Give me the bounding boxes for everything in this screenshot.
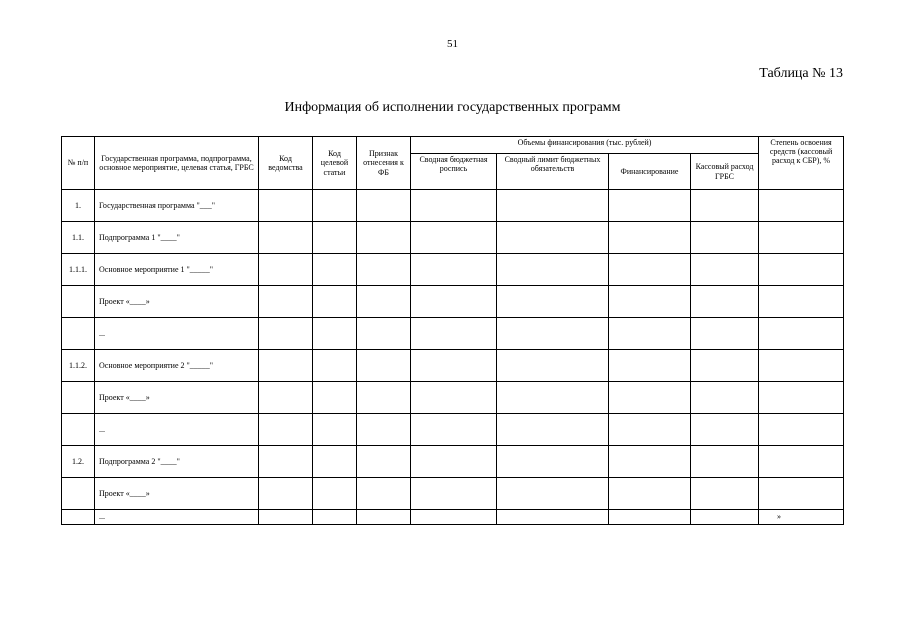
empty-cell: [497, 286, 609, 318]
empty-cell: [691, 222, 759, 254]
header-cash-expense: Кассовый расход ГРБС: [691, 154, 759, 190]
row-number: [62, 382, 95, 414]
empty-cell: [497, 254, 609, 286]
empty-cell: [313, 414, 357, 446]
empty-cell: [609, 254, 691, 286]
empty-cell: [357, 190, 411, 222]
empty-cell: [259, 446, 313, 478]
header-fb-flag: Признак отнесения к ФБ: [357, 137, 411, 190]
row-name: ...: [95, 414, 259, 446]
empty-cell: [411, 414, 497, 446]
table-row: [62, 350, 844, 382]
empty-cell: [411, 478, 497, 510]
table-row: [62, 414, 844, 446]
empty-cell: [357, 382, 411, 414]
empty-cell: [259, 350, 313, 382]
empty-cell: [609, 350, 691, 382]
table-row: [62, 478, 844, 510]
empty-cell: [313, 222, 357, 254]
empty-cell: [411, 510, 497, 525]
empty-cell: [259, 286, 313, 318]
empty-cell: [259, 382, 313, 414]
empty-cell: [691, 254, 759, 286]
document-title: Информация об исполнении государственных программ: [284, 100, 621, 115]
empty-cell: [259, 254, 313, 286]
empty-cell: [609, 318, 691, 350]
empty-cell: [609, 446, 691, 478]
empty-cell: [411, 254, 497, 286]
empty-cell: [497, 190, 609, 222]
table-caption: Таблица № 13: [759, 66, 843, 81]
empty-cell: [313, 318, 357, 350]
row-number: 1.1.: [62, 222, 95, 254]
table-row: [62, 382, 844, 414]
row-name: ...: [95, 318, 259, 350]
header-dept-code: Код ведомства: [259, 137, 313, 190]
empty-cell: [759, 222, 844, 254]
empty-cell: [411, 350, 497, 382]
empty-cell: [609, 382, 691, 414]
empty-cell: [313, 382, 357, 414]
empty-cell: [357, 222, 411, 254]
empty-cell: [259, 190, 313, 222]
empty-cell: [497, 350, 609, 382]
empty-cell: [497, 222, 609, 254]
empty-cell: [497, 414, 609, 446]
empty-cell: [691, 414, 759, 446]
empty-cell: [411, 286, 497, 318]
empty-cell: [609, 510, 691, 525]
table-row: [62, 446, 844, 478]
empty-cell: [411, 382, 497, 414]
empty-cell: [497, 446, 609, 478]
empty-cell: [411, 222, 497, 254]
empty-cell: [313, 478, 357, 510]
empty-cell: [313, 510, 357, 525]
header-budget-schedule: Сводная бюджетная роспись: [411, 154, 497, 190]
page-number: 51: [447, 38, 458, 50]
empty-cell: [609, 414, 691, 446]
row-number: [62, 414, 95, 446]
empty-cell: [691, 382, 759, 414]
header-row: [62, 137, 844, 154]
row-name: Основное мероприятие 2 "_____": [95, 350, 259, 382]
empty-cell: [691, 190, 759, 222]
empty-cell: [691, 350, 759, 382]
table-row: [62, 286, 844, 318]
empty-cell: [759, 446, 844, 478]
row-name: Подпрограмма 1 "____": [95, 222, 259, 254]
header-funding-group: Объемы финансирования (тыс. рублей): [411, 137, 759, 154]
empty-cell: [259, 414, 313, 446]
empty-cell: [609, 286, 691, 318]
empty-cell: [759, 190, 844, 222]
empty-cell: [609, 190, 691, 222]
empty-cell: [357, 254, 411, 286]
empty-cell: [691, 446, 759, 478]
row-number: 1.: [62, 190, 95, 222]
row-name: Основное мероприятие 1 "_____": [95, 254, 259, 286]
row-number: [62, 286, 95, 318]
empty-cell: [497, 510, 609, 525]
row-name: Проект «____»: [95, 478, 259, 510]
row-number: 1.2.: [62, 446, 95, 478]
empty-cell: [357, 350, 411, 382]
empty-cell: [759, 414, 844, 446]
empty-cell: [411, 190, 497, 222]
empty-cell: [259, 510, 313, 525]
empty-cell: [691, 318, 759, 350]
table-body: [62, 190, 844, 525]
empty-cell: [609, 478, 691, 510]
empty-cell: [691, 510, 759, 525]
table-row-last: [62, 510, 844, 525]
empty-cell: [691, 478, 759, 510]
row-number: [62, 478, 95, 510]
table-row: [62, 190, 844, 222]
empty-cell: [759, 286, 844, 318]
row-name: ...: [95, 510, 259, 525]
empty-cell: [62, 510, 95, 525]
empty-cell: [259, 222, 313, 254]
empty-cell: [497, 318, 609, 350]
empty-cell: [357, 510, 411, 525]
empty-cell: [609, 222, 691, 254]
header-num: № п/п: [62, 137, 95, 190]
header-target-code: Код целевой статьи: [313, 137, 357, 190]
empty-cell: [357, 318, 411, 350]
empty-cell: [313, 286, 357, 318]
row-name: Проект «____»: [95, 286, 259, 318]
table-row: [62, 222, 844, 254]
empty-cell: [411, 318, 497, 350]
header-mastery-degree: Степень освоения средств (кассовый расход к СБР), %: [759, 137, 844, 190]
empty-cell: [357, 446, 411, 478]
table-row: [62, 254, 844, 286]
empty-cell: [691, 286, 759, 318]
empty-cell: [357, 478, 411, 510]
row-name: Проект «____»: [95, 382, 259, 414]
empty-cell: [259, 478, 313, 510]
row-name: Подпрограмма 2 "____": [95, 446, 259, 478]
row-number: 1.1.2.: [62, 350, 95, 382]
closing-quote-mark: »: [759, 510, 844, 525]
empty-cell: [759, 382, 844, 414]
empty-cell: [357, 286, 411, 318]
empty-cell: [759, 478, 844, 510]
empty-cell: [759, 318, 844, 350]
empty-cell: [497, 382, 609, 414]
empty-cell: [313, 350, 357, 382]
header-budget-limit: Сводный лимит бюджетных обязательств: [497, 154, 609, 190]
table-row: [62, 318, 844, 350]
empty-cell: [357, 414, 411, 446]
header-financing: Финансирование: [609, 154, 691, 190]
empty-cell: [411, 446, 497, 478]
empty-cell: [313, 446, 357, 478]
programs-table: [61, 136, 844, 525]
empty-cell: [313, 190, 357, 222]
row-number: 1.1.1.: [62, 254, 95, 286]
row-name: Государственная программа "___": [95, 190, 259, 222]
empty-cell: [759, 254, 844, 286]
empty-cell: [313, 254, 357, 286]
empty-cell: [759, 350, 844, 382]
row-number: [62, 318, 95, 350]
header-program: Государственная программа, подпрограмма, основное мероприятие, целевая статья, ГРБС: [95, 137, 259, 190]
empty-cell: [497, 478, 609, 510]
empty-cell: [259, 318, 313, 350]
